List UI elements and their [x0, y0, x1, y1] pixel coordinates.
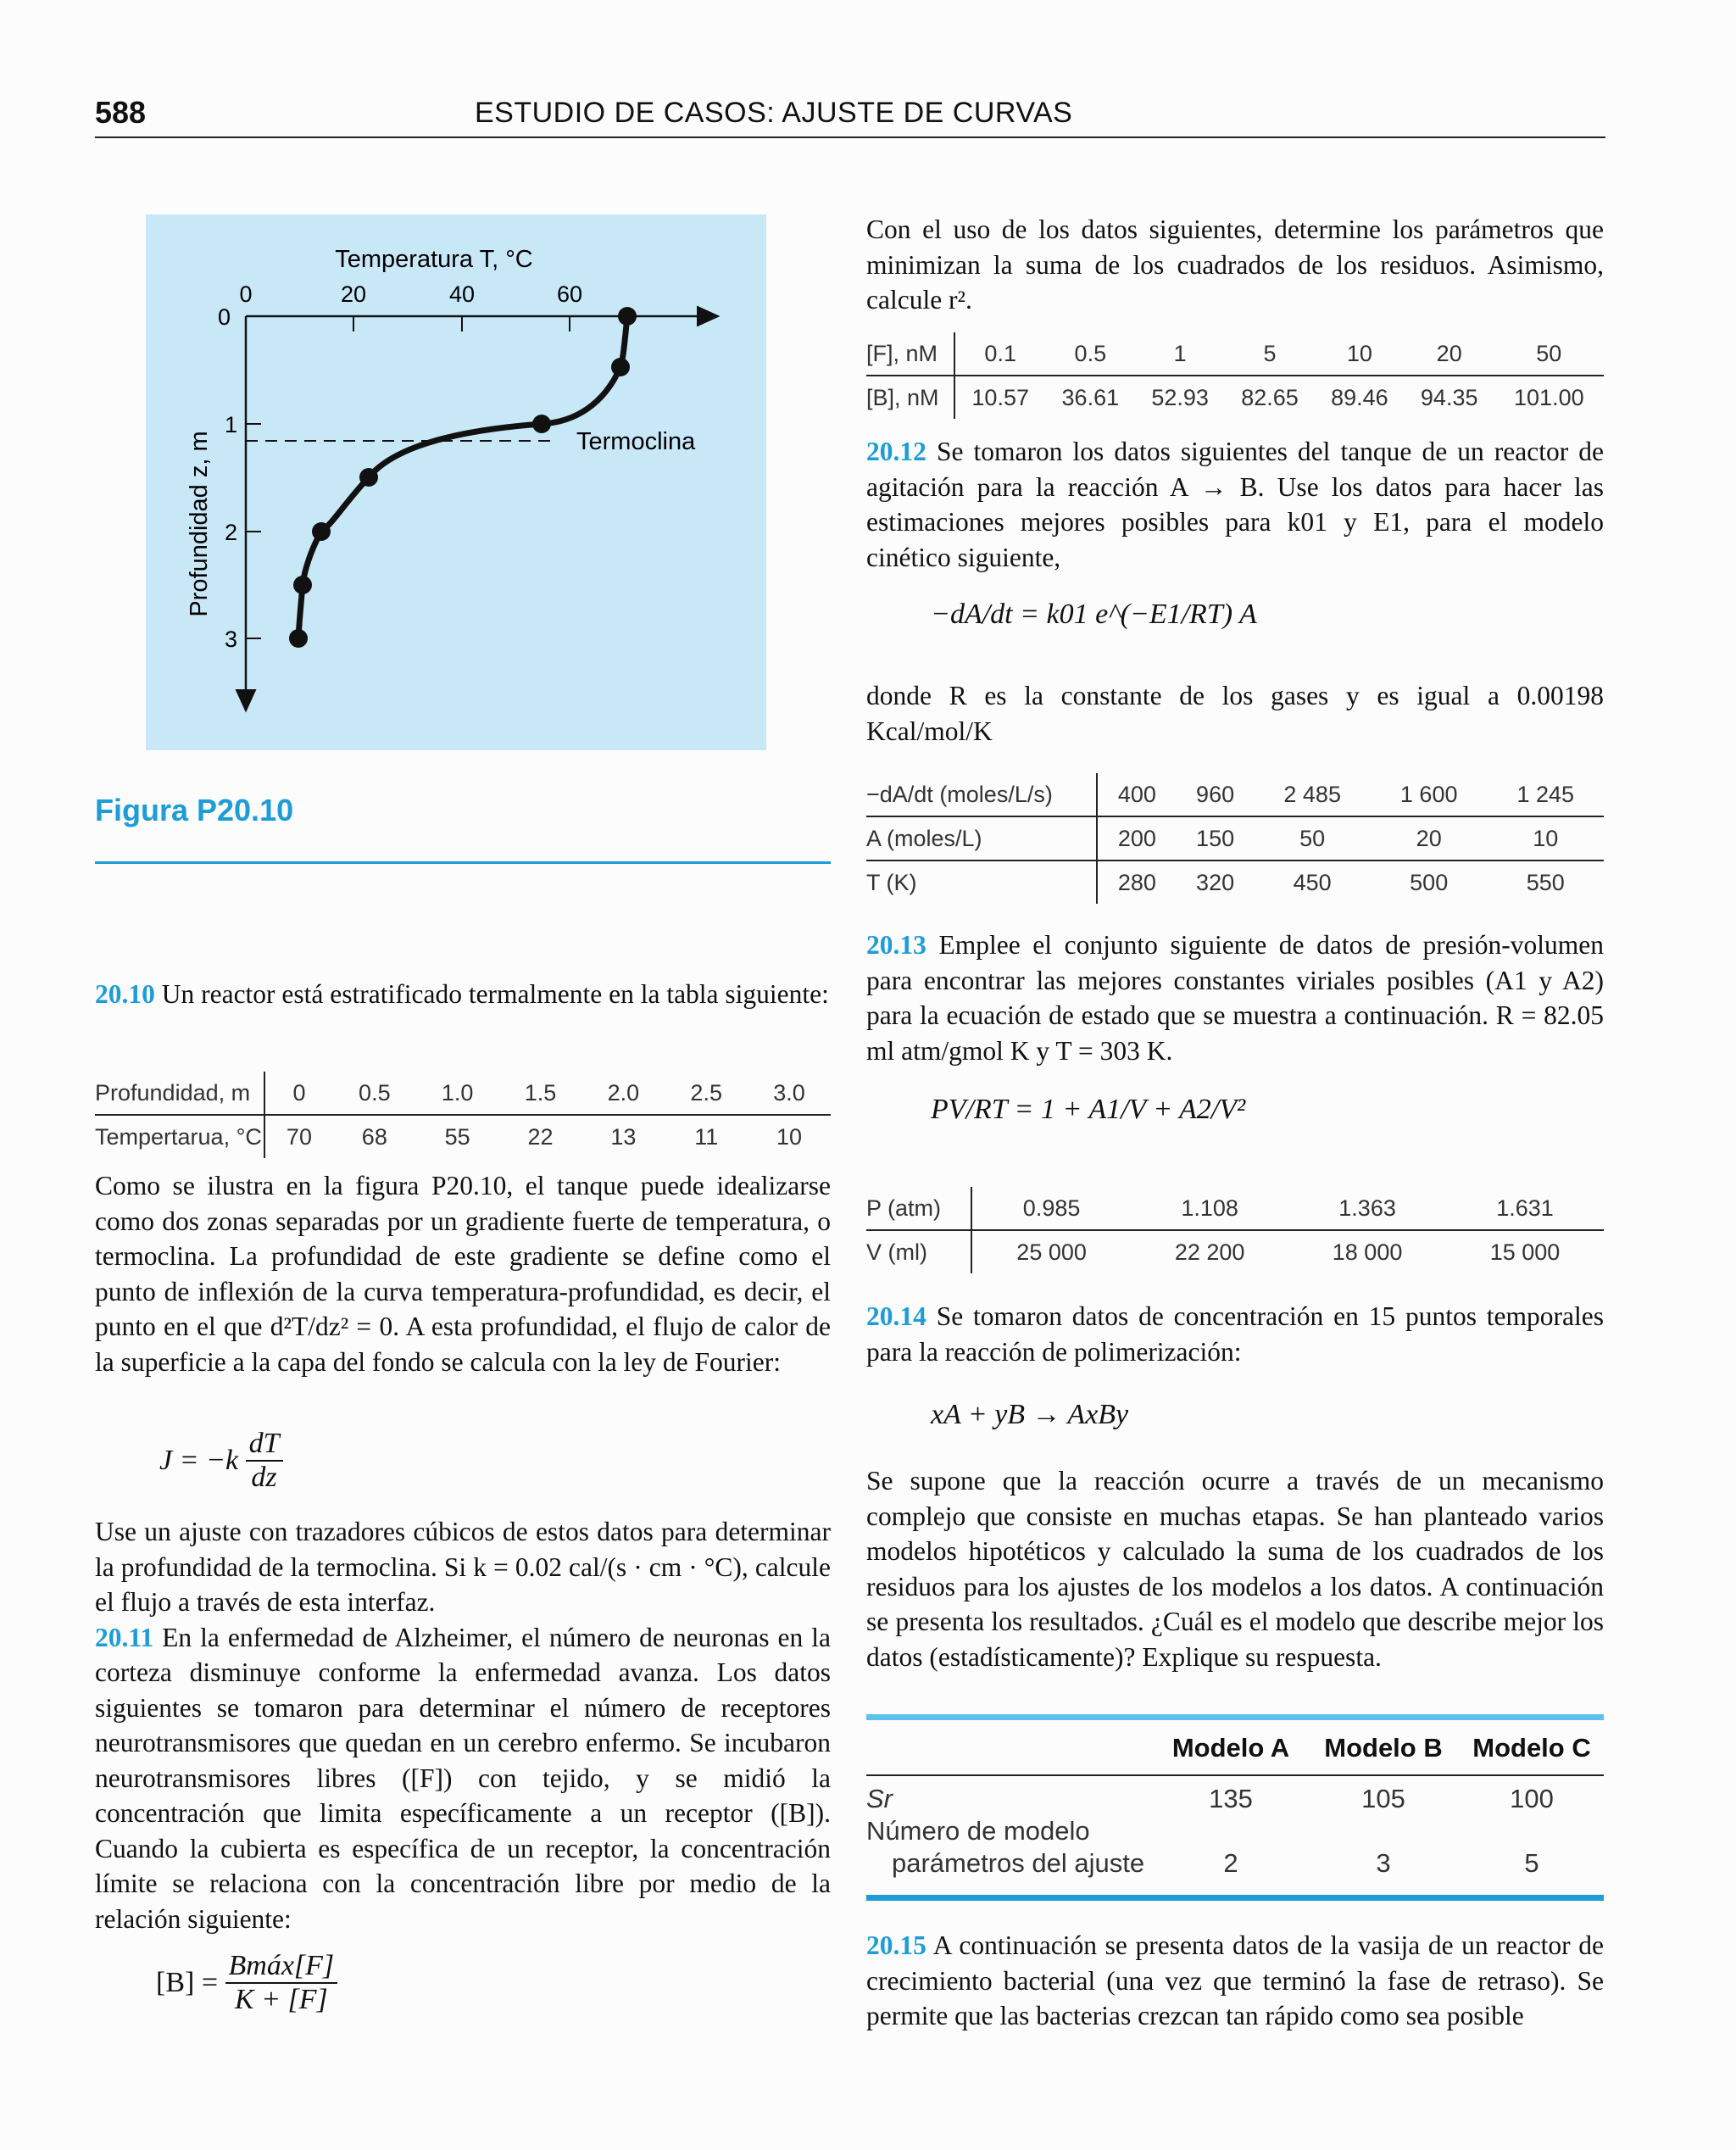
temperature-profile-curve [298, 316, 627, 638]
table-cell: 1.0 [416, 1072, 499, 1115]
equation-denominator: K + [F] [234, 1984, 328, 2015]
left-tick-label: 0 [217, 304, 231, 330]
row-label: parámetros del ajuste [892, 1848, 1145, 1878]
table-row-label: [B], nM [866, 376, 954, 419]
table-cell: 0.5 [333, 1072, 416, 1115]
table-cell: 18 000 [1332, 1239, 1403, 1265]
table-cell: 105 [1361, 1784, 1405, 1813]
paragraph: Con el uso de los datos siguientes, determine los parámetros que minimizan la suma de los cuadrados de los residuos. Asimismo, calcule r². [866, 214, 1604, 315]
top-tick-label: 0 [239, 281, 253, 307]
table-cell: 52.93 [1151, 384, 1209, 410]
table-row-label: Tempertarua, °C [95, 1115, 264, 1158]
column-header: Modelo C [1472, 1733, 1591, 1763]
fourier-equation [159, 1428, 283, 1494]
kinetic-equation: −dA/dt = k01 e^(−E1/RT) A [931, 599, 1257, 630]
table-cell: 15 000 [1489, 1239, 1561, 1265]
virial-equation: PV/RT = 1 + A1/V + A2/V² [931, 1094, 1246, 1125]
data-point [359, 468, 378, 487]
table-bottom-rule [866, 1895, 1604, 1901]
table-cell: 3 [1376, 1848, 1391, 1878]
table-cell: 5 [1524, 1848, 1539, 1878]
table-cell: 0.5 [1045, 332, 1135, 376]
table-cell: 0.1 [954, 332, 1045, 376]
paragraph: Emplee el conjunto siguiente de datos de presión-volumen para encontrar las mejores constantes viriales posibles (A1 y A2) para la ecuación de estado que se muestra a continuación. R = 82.05 ml atm/gmol K y T = 303 K. [866, 930, 1605, 1066]
binding-equation [156, 1950, 337, 2016]
table-cell: 1.5 [499, 1072, 582, 1115]
equation-numerator: Bmáx[F] [225, 1950, 338, 1984]
paragraph: A continuación se presenta datos de la vasija de un reactor de crecimiento bacterial (una vez que terminó la fase de retraso). Se permite que las bacterias crezcan tan rápido como sea posible [866, 1930, 1604, 2030]
problem-number: 20.13 [866, 930, 926, 960]
problem-number: 20.15 [866, 1930, 926, 1960]
table-cell: 150 [1177, 816, 1255, 861]
table-cell: 10.57 [971, 384, 1029, 410]
table-cell: 1 600 [1371, 773, 1488, 816]
table-cell: 50 [1254, 816, 1371, 861]
thermocline-plot [146, 214, 766, 750]
equation-lhs: [B] = [156, 1967, 218, 1998]
table-cell: 280 [1117, 869, 1156, 895]
problem-number: 20.11 [95, 1622, 154, 1652]
table-cell: 10 [1487, 816, 1604, 861]
table-cell: 20 [1405, 332, 1494, 376]
equation-lhs: J = −k [159, 1445, 239, 1476]
data-point [293, 576, 312, 594]
paragraph: Se tomaron los datos siguientes del tanque de un reactor de agitación para la reacción A → B. Use los datos para hacer las estimaciones mejores posibles para k01 y E1, para el modelo cinético siguiente, [866, 437, 1605, 572]
table-cell: 100 [1510, 1784, 1554, 1813]
left-tick-label: 1 [224, 412, 237, 437]
problem-20-12-after [866, 678, 1604, 749]
pressure-volume-table [866, 1187, 1604, 1273]
problem-20-15 [866, 1928, 1604, 2034]
problem-20-13 [866, 927, 1604, 1068]
problem-20-10-body [95, 1168, 831, 1379]
data-point [312, 522, 331, 541]
table-cell: 2 [1223, 1848, 1238, 1878]
data-point [618, 307, 637, 326]
column-header: Modelo B [1324, 1733, 1443, 1763]
row-label: Sr [866, 1784, 893, 1813]
table-cell: 400 [1097, 773, 1177, 816]
problem-20-14-body [866, 1463, 1604, 1674]
table-cell: 89.46 [1331, 384, 1388, 410]
row-label: Número de modelo [866, 1816, 1090, 1846]
table-cell: 0.985 [971, 1187, 1131, 1230]
table-cell: 2.5 [665, 1072, 748, 1115]
paragraph: Use un ajuste con trazadores cúbicos de estos datos para determinar la profundidad de la termoclina. Si k = 0.02 cal/(s · cm · °C), calcule el flujo a través de esta interfaz. [95, 1517, 831, 1617]
data-point [532, 415, 551, 433]
table-cell: 5 [1225, 332, 1315, 376]
table-cell: 22 [527, 1123, 554, 1150]
data-point [289, 629, 308, 648]
paragraph: Se tomaron datos de concentración en 15 puntos temporales para la reacción de polimerización: [866, 1301, 1605, 1367]
table-cell: 50 [1494, 332, 1604, 376]
table-cell: 82.65 [1241, 384, 1299, 410]
thermocline-label: Termoclina [576, 428, 696, 455]
problem-20-14 [866, 1299, 1604, 1369]
model-comparison-table [866, 1729, 1604, 1891]
problem-number: 20.14 [866, 1301, 926, 1331]
paragraph: donde R es la constante de los gases y es igual a 0.00198 Kcal/mol/K [866, 681, 1604, 746]
table-cell: 25 000 [1016, 1239, 1087, 1265]
table-cell: 1.631 [1446, 1187, 1604, 1230]
equation-numerator: dT [246, 1428, 283, 1462]
table-cell: 10 [776, 1123, 803, 1150]
polymerization-equation: xA + yB → AxBy [931, 1399, 1129, 1430]
top-tick-label: 60 [556, 281, 583, 307]
table-cell: 1 245 [1487, 773, 1604, 816]
column-header: Modelo A [1171, 1733, 1290, 1763]
table-cell: 3.0 [748, 1072, 831, 1115]
table-cell: 960 [1177, 773, 1255, 816]
top-axis-title: Temperatura T, °C [335, 246, 533, 273]
table-cell: 68 [361, 1123, 387, 1150]
table-cell: 1.108 [1131, 1187, 1288, 1230]
data-point [611, 358, 630, 376]
problem-20-10-body2 [95, 1514, 831, 1936]
figure-caption-rule [95, 861, 831, 864]
page-number: 588 [95, 95, 147, 130]
table-cell: 11 [694, 1123, 719, 1150]
table-row-label: V (ml) [866, 1230, 971, 1273]
table-cell: 500 [1410, 869, 1449, 895]
paragraph: Como se ilustra en la figura P20.10, el tanque puede idealizarse como dos zonas separadas por un gradiente fuerte de temperatura, o termoclina. La profundidad de este gradiente se define como el punto de inflexión de la curva temperatura-profundidad, es decir, el punto en el que d²T/dz² = 0. A esta profundidad, el flujo de calor de la superficie a la capa del fondo se calcula con la ley de Fourier: [95, 1171, 831, 1377]
table-top-rule [866, 1714, 1604, 1720]
table-row-label: −dA/dt (moles/L/s) [866, 773, 1097, 816]
table-cell: 1 [1135, 332, 1225, 376]
problem-number: 20.10 [95, 979, 155, 1009]
table-cell: 200 [1097, 816, 1177, 861]
table-row-label: A (moles/L) [866, 816, 1097, 861]
figure-p20-10 [146, 214, 766, 750]
paragraph: En la enfermedad de Alzheimer, el número de neuronas en la corteza disminuye conforme la enfermedad avanza. Los datos siguientes se tomaron para determinar el número de receptores neurotransmisores que quedan en un cerebro enfermo. Se incubaron neurotransmisores libres ([F]) con tejido, y se midió la concentración que limita específicamente a un receptor ([B]). Cuando la cubierta es específica de un receptor, la concentración límite se relaciona con la concentración libre por medio de la relación siguiente: [95, 1622, 831, 1934]
table-row-label: T (K) [866, 861, 1097, 904]
reactor-table [866, 773, 1604, 904]
table-cell: 13 [610, 1123, 637, 1150]
top-tick-label: 20 [340, 281, 367, 307]
table-cell: 320 [1196, 869, 1235, 895]
table-cell: 0 [264, 1072, 333, 1115]
table-cell: 10 [1315, 332, 1405, 376]
paragraph: Se supone que la reacción ocurre a través de un mecanismo complejo que consiste en muchas etapas. Se han planteado varios modelos hipotéticos y calculado la suma de los cuadrados de los residuos para los ajustes de los modelos a los datos. A continuación se presenta los resultados. ¿Cuál es el modelo que describe mejor los datos (estadísticamente)? Explique su respuesta. [866, 1466, 1604, 1672]
problem-20-11-continuation [866, 212, 1604, 318]
table-cell: 70 [286, 1123, 312, 1150]
table-cell: 22 200 [1174, 1239, 1245, 1265]
figure-caption: Figura P20.10 [95, 793, 294, 827]
equation-denominator: dz [251, 1462, 277, 1493]
top-tick-label: 40 [448, 281, 476, 307]
table-cell: 450 [1293, 869, 1332, 895]
table-row-label: [F], nM [866, 332, 954, 376]
left-tick-label: 3 [224, 627, 237, 652]
running-header-title: ESTUDIO DE CASOS: AJUSTE DE CURVAS [475, 97, 1073, 129]
left-axis-title: Profundidad z, m [186, 431, 213, 617]
table-cell: 2.0 [581, 1072, 665, 1115]
problem-20-10 [95, 977, 831, 1012]
problem-intro: Un reactor está estratificado termalmente en la tabla siguiente: [161, 979, 829, 1009]
table-cell: 550 [1526, 869, 1565, 895]
table-cell: 1.363 [1288, 1187, 1446, 1230]
table-cell: 2 485 [1254, 773, 1371, 816]
table-cell: 20 [1371, 816, 1488, 861]
table-cell: 101.00 [1514, 384, 1584, 410]
left-tick-label: 2 [224, 520, 237, 545]
depth-temperature-table [95, 1072, 831, 1158]
receptor-table [866, 332, 1604, 419]
table-row-label: P (atm) [866, 1187, 971, 1230]
table-cell: 36.61 [1061, 384, 1120, 410]
header-rule [95, 136, 1605, 138]
table-cell: 94.35 [1420, 384, 1478, 410]
problem-20-12 [866, 434, 1604, 575]
table-cell: 55 [444, 1123, 470, 1150]
table-row-label: Profundidad, m [95, 1072, 264, 1115]
problem-number: 20.12 [866, 437, 926, 466]
table-cell: 135 [1209, 1784, 1253, 1813]
